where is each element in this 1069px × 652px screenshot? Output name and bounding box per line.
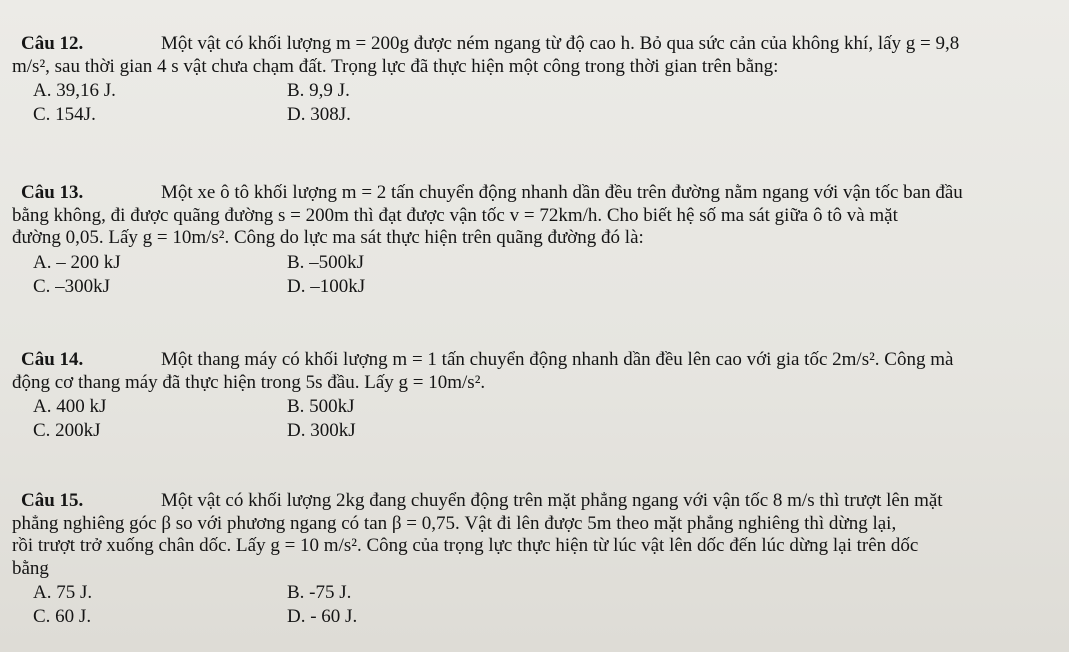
question-15: [12, 490, 1062, 632]
question-text: bằng: [12, 557, 49, 579]
option-a[interactable]: A. 39,16 J.: [33, 80, 116, 101]
question-text: m/s², sau thời gian 4 s vật chưa chạm đất. Trọng lực đã thực hiện một công trong thời gian trên bằng:: [12, 55, 779, 77]
option-a[interactable]: A. 75 J.: [33, 582, 93, 603]
question-text: bằng không, đi được quãng đường s = 200m thì đạt được vận tốc v = 72km/h. Cho biết hệ số ma sát giữa ô tô và mặt: [12, 204, 898, 226]
question-text: rồi trượt trở xuống chân dốc. Lấy g = 10 m/s². Công của trọng lực thực hiện từ lúc vật lên dốc đến lúc dừng lại trên dốc: [12, 535, 919, 556]
question-text: Một vật có khối lượng m = 200g được ném ngang từ độ cao h. Bỏ qua sức cản của không khí, lấy g = 9,8: [161, 33, 960, 54]
question-line: [12, 56, 1062, 79]
question-text: động cơ thang máy đã thực hiện trong 5s đầu. Lấy g = 10m/s².: [12, 371, 486, 393]
answer-options: [12, 252, 1062, 302]
option-d[interactable]: D. –100kJ: [287, 275, 366, 297]
question-number: Câu 12.: [21, 33, 84, 54]
option-c[interactable]: C. –300kJ: [33, 275, 111, 297]
question-text: Một xe ô tô khối lượng m = 2 tấn chuyển động nhanh dần đều trên đường nằm ngang với vận tốc ban đầu: [161, 182, 963, 203]
answer-options: [12, 582, 1062, 632]
option-b[interactable]: B. -75 J.: [287, 582, 352, 603]
question-line: [12, 349, 1062, 372]
option-b[interactable]: B. –500kJ: [287, 251, 365, 273]
answer-options: [12, 80, 1062, 130]
question-line: [12, 227, 1062, 250]
option-b[interactable]: B. 500kJ: [287, 396, 355, 417]
question-number: Câu 14.: [21, 349, 84, 370]
option-c[interactable]: C. 154J.: [33, 104, 96, 125]
question-line: [12, 205, 1062, 228]
option-d[interactable]: D. 308J.: [287, 104, 351, 125]
option-a[interactable]: A. 400 kJ: [33, 396, 107, 417]
question-text: đường 0,05. Lấy g = 10m/s². Công do lực ma sát thực hiện trên quãng đường đó là:: [12, 227, 644, 248]
question-13: [12, 182, 1062, 302]
question-line: [12, 33, 1062, 56]
question-text: Một vật có khối lượng 2kg đang chuyển động trên mặt phẳng ngang với vận tốc 8 m/s thì trượt lên mặt: [161, 490, 943, 511]
question-number: Câu 15.: [21, 490, 84, 511]
question-12: [12, 33, 1062, 130]
option-d[interactable]: D. 300kJ: [287, 420, 356, 441]
question-text: Một thang máy có khối lượng m = 1 tấn chuyển động nhanh dần đều lên cao với gia tốc 2m/s². Công mà: [161, 349, 954, 370]
answer-options: [12, 396, 1062, 446]
question-number: Câu 13.: [21, 182, 84, 203]
question-line: [12, 558, 1062, 581]
question-14: [12, 349, 1062, 446]
question-line: [12, 372, 1062, 395]
question-line: [12, 535, 1062, 558]
option-c[interactable]: C. 200kJ: [33, 420, 101, 441]
question-line: [12, 490, 1062, 513]
question-line: [12, 513, 1062, 536]
option-b[interactable]: B. 9,9 J.: [287, 80, 350, 101]
option-c[interactable]: C. 60 J.: [33, 606, 92, 627]
question-line: [12, 182, 1062, 205]
question-text: phẳng nghiêng góc β so với phương ngang có tan β = 0,75. Vật đi lên được 5m theo mặt phẳng nghiêng thì dừng lại,: [12, 512, 897, 534]
option-a[interactable]: A. – 200 kJ: [33, 251, 121, 273]
option-d[interactable]: D. - 60 J.: [287, 606, 358, 627]
